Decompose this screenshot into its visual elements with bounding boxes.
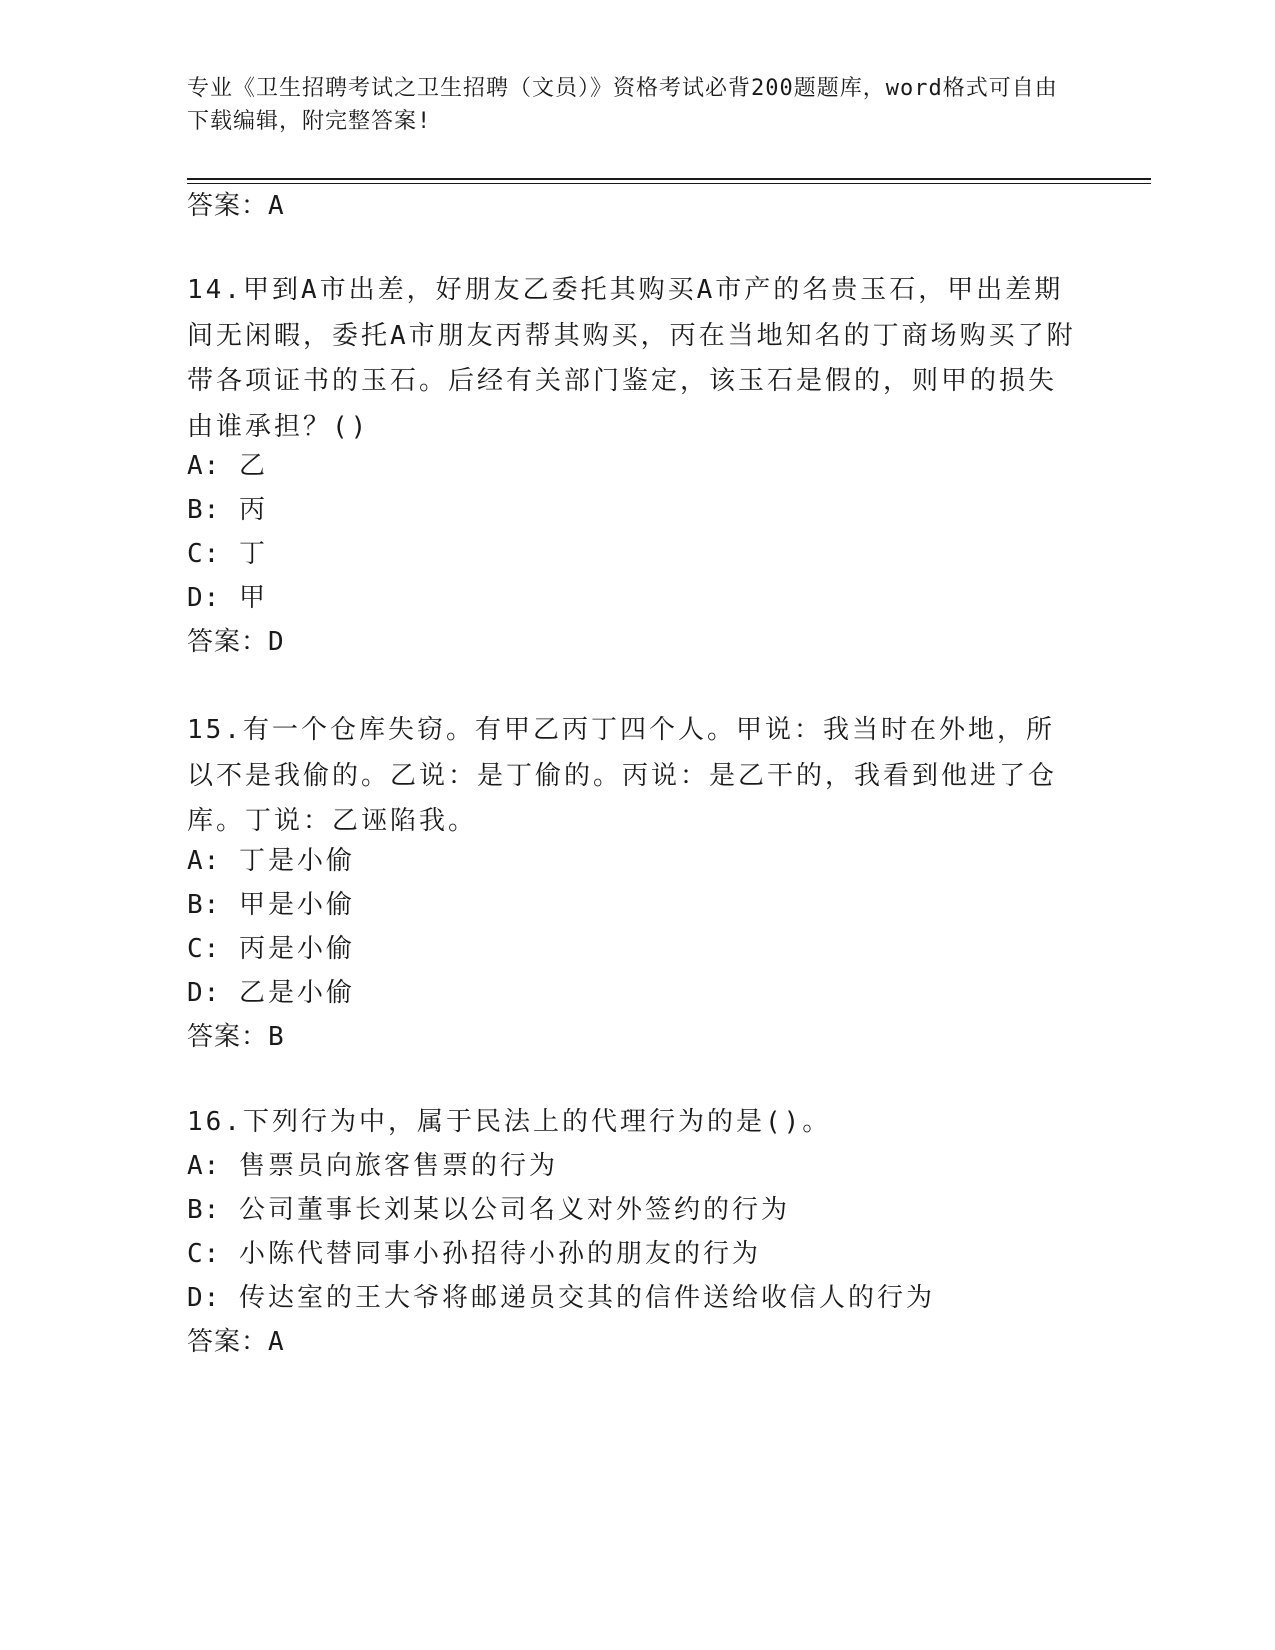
q14-option-b <box>187 492 268 528</box>
header-divider-thin <box>187 183 1151 184</box>
header-divider-thick <box>187 178 1151 180</box>
option-letter: D: <box>187 583 221 613</box>
q14-option-d <box>187 580 268 616</box>
answer-value: A <box>268 1327 284 1357</box>
q15-option-c <box>187 931 355 967</box>
option-letter: D: <box>187 1283 221 1313</box>
question-16: 16.下列行为中，属于民法上的代理行为的是()。 <box>187 1107 832 1137</box>
option-text: 丁是小偷 <box>238 846 355 876</box>
option-text: 丙 <box>238 495 268 525</box>
question-14: 14.甲到A市出差，好朋友乙委托其购买A市产的名贵玉石，甲出差期间无闲暇，委托A市朋友丙帮其购买，丙在当地知名的丁商场购买了附带各项证书的玉石。后经有关部门鉴定，该玉石是假的，则甲的损失由谁承担？() <box>187 275 1076 442</box>
option-text: 甲 <box>238 583 268 613</box>
answer-q16 <box>187 1324 284 1360</box>
option-text: 乙 <box>238 451 268 481</box>
option-letter: B: <box>187 495 221 525</box>
q16-option-c <box>187 1236 761 1272</box>
option-letter: C: <box>187 539 221 569</box>
answer-value: B <box>268 1022 284 1052</box>
option-letter: B: <box>187 890 221 920</box>
answer-q14 <box>187 624 284 660</box>
question-15: 15.有一个仓库失窃。有甲乙丙丁四个人。甲说：我当时在外地，所以不是我偷的。乙说：是丁偷的。丙说：是乙干的，我看到他进了仓库。丁说：乙诬陷我。 <box>187 715 1058 836</box>
option-letter: C: <box>187 1239 221 1269</box>
option-letter: B: <box>187 1195 221 1225</box>
option-letter: A: <box>187 846 221 876</box>
option-text: 乙是小偷 <box>238 978 355 1008</box>
answer-label: 答案： <box>187 191 269 221</box>
q15-option-b <box>187 887 355 923</box>
option-text: 公司董事长刘某以公司名义对外签约的行为 <box>238 1195 790 1225</box>
option-letter: D: <box>187 978 221 1008</box>
option-letter: A: <box>187 451 221 481</box>
answer-label: 答案： <box>187 1327 269 1357</box>
option-text: 丁 <box>238 539 268 569</box>
document-header: 专业《卫生招聘考试之卫生招聘（文员）》资格考试必背200题题库，word格式可自由下载编辑，附完整答案! <box>187 76 1058 134</box>
option-text: 甲是小偷 <box>238 890 355 920</box>
answer-q15 <box>187 1019 284 1055</box>
answer-label: 答案： <box>187 627 269 657</box>
q15-option-a <box>187 843 355 879</box>
q15-option-d <box>187 975 355 1011</box>
option-text: 丙是小偷 <box>238 934 355 964</box>
answer-value: A <box>268 191 284 221</box>
q16-option-b <box>187 1192 790 1228</box>
answer-label: 答案： <box>187 1022 269 1052</box>
option-text: 小陈代替同事小孙招待小孙的朋友的行为 <box>238 1239 761 1269</box>
option-text: 传达室的王大爷将邮递员交其的信件送给收信人的行为 <box>238 1283 935 1313</box>
q16-option-d <box>187 1280 935 1316</box>
option-text: 售票员向旅客售票的行为 <box>238 1151 558 1181</box>
q14-option-c <box>187 536 268 572</box>
q14-option-a <box>187 448 268 484</box>
answer-q13 <box>187 188 284 224</box>
option-letter: A: <box>187 1151 221 1181</box>
q16-option-a <box>187 1148 558 1184</box>
option-letter: C: <box>187 934 221 964</box>
answer-value: D <box>268 627 284 657</box>
